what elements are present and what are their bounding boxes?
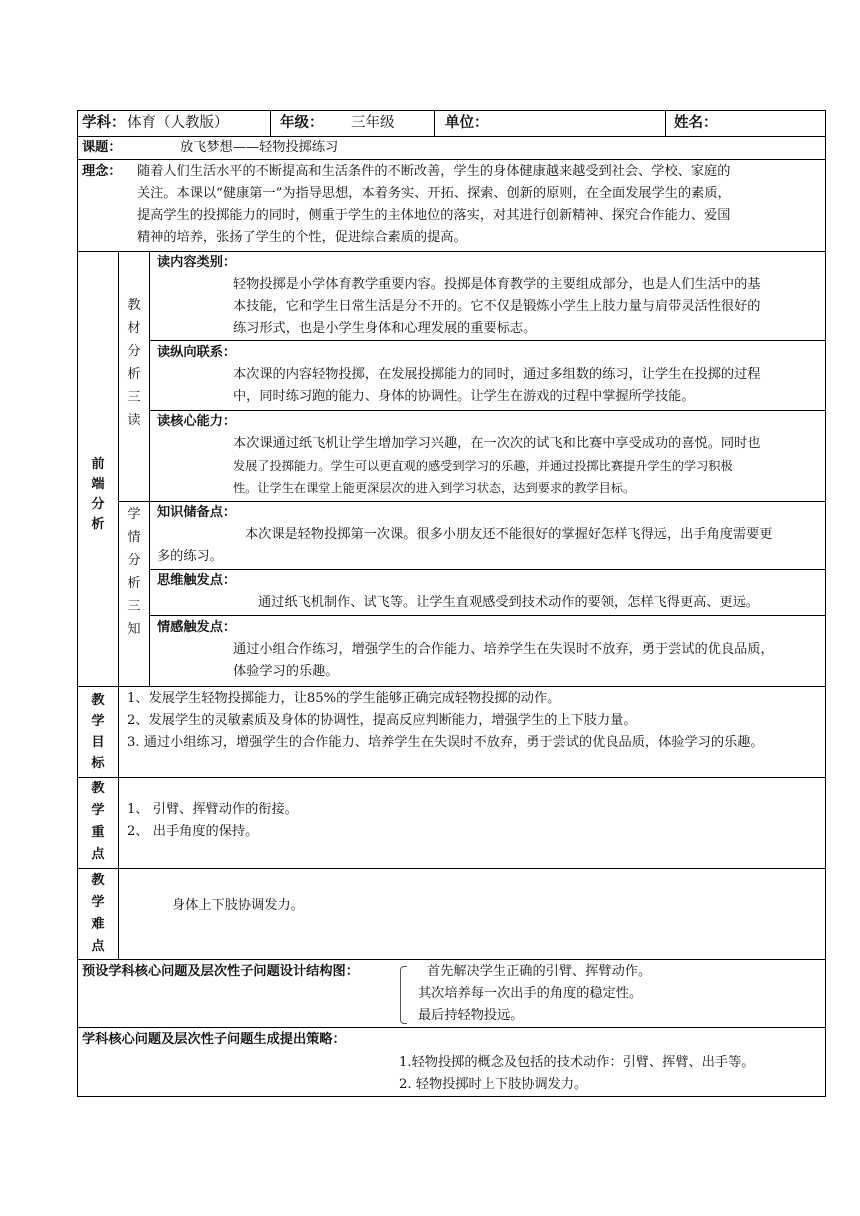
- concept-line: 关注。本课以“健康第一”为指导思想，本着务实、开拓、探索、创新的原则，在全面发展学生的素质，: [137, 186, 731, 201]
- key-point-item: 1、 引臂、挥臂动作的衔接。: [127, 802, 298, 817]
- concept-line: 精神的培养，张扬了学生的个性，促进综合素质的提高。: [137, 230, 467, 245]
- thinking-title: 思维触发点：: [157, 573, 237, 588]
- knowledge-line: 多的练习。: [157, 549, 223, 564]
- unit-label: 单位：: [445, 114, 489, 131]
- concept-line: 提高学生的投掷能力的同时，侧重于学生的主体地位的落实，对其进行创新精神、探究合作能力、爱国: [137, 208, 731, 223]
- difficulty-text: 身体上下肢协调发力。: [172, 898, 304, 913]
- read-vertical-title: 读纵向联系：: [157, 345, 237, 360]
- strategy-item: 1.轻物投掷的概念及包括的技术动作：引臂、挥臂、出手等。: [399, 1055, 755, 1070]
- learner-analysis-label: 学 情 分 析 三 知: [127, 507, 141, 637]
- difficulty-label: 教 学 难 点: [91, 873, 105, 954]
- knowledge-title: 知识储备点：: [157, 505, 237, 520]
- read-vertical-line: 中，同时练习跑的能力、身体的协调性。让学生在游戏的过程中掌握所学技能。: [233, 389, 695, 404]
- read-core-line: 本次课通过纸飞机让学生增加学习兴趣，在一次次的试飞和比赛中享受成功的喜悦。同时也: [233, 436, 761, 451]
- name-label: 姓名：: [674, 114, 718, 131]
- subject-value: 体育（人教版）: [127, 115, 229, 131]
- read-core-line: 性。让学生在课堂上能更深层次的进入到学习状态，达到要求的教学目标。: [233, 481, 636, 495]
- subject-label: 学科：: [82, 114, 126, 131]
- knowledge-line: 本次课是轻物投掷第一次课。很多小朋友还不能很好的掌握好怎样飞得远，出手角度需要更: [245, 527, 773, 542]
- read-core-title: 读核心能力：: [157, 414, 237, 429]
- emotion-title: 情感触发点：: [157, 620, 237, 635]
- read-vertical-line: 本次课的内容轻物投掷，在发展投掷能力的同时，通过多组数的练习，让学生在投掷的过程: [233, 367, 761, 382]
- textbook-analysis-label: 教 材 分 析 三 读: [127, 298, 141, 428]
- key-points-label: 教 学 重 点: [91, 781, 105, 862]
- structure-item: 首先解决学生正确的引臂、挥臂动作。: [427, 964, 652, 979]
- thinking-line: 通过纸飞机制作、试飞等。让学生直观感受到技术动作的要领，怎样飞得更高、更远。: [258, 595, 760, 610]
- read-core-line: 发展了投掷能力。学生可以更直观的感受到学习的乐趣，并通过投掷比赛提升学生的学习积极: [233, 459, 733, 473]
- read-type-line: 轻物投掷是小学体育教学重要内容。投掷是体育教学的主要组成部分，也是人们生活中的基: [233, 277, 761, 292]
- structure-item: 最后持轻物投远。: [418, 1008, 524, 1023]
- emotion-line: 通过小组合作练习，增强学生的合作能力、培养学生在失误时不放弃，勇于尝试的优良品质，: [233, 642, 774, 657]
- topic-value: 放飞梦想——轻物投掷练习: [180, 140, 339, 155]
- concept-line: 随着人们生活水平的不断提高和生活条件的不断改善，学生的身体健康越来越受到社会、学校、家庭的: [137, 164, 731, 179]
- goal-item: 1、发展学生轻物投掷能力，让85%的学生能够正确完成轻物投掷的动作。: [127, 691, 561, 706]
- goals-label: 教 学 目 标: [91, 693, 105, 771]
- key-point-item: 2、 出手角度的保持。: [127, 824, 259, 839]
- read-type-title: 读内容类别：: [157, 255, 237, 270]
- concept-label: 理念：: [82, 164, 122, 179]
- strategy-item: 2. 轻物投掷时上下肢协调发力。: [399, 1077, 588, 1092]
- emotion-line: 体验学习的乐趣。: [233, 664, 339, 679]
- structure-brace: [400, 966, 407, 1024]
- grade-label: 年级：: [280, 114, 324, 131]
- structure-item: 其次培养每一次出手的角度的稳定性。: [418, 986, 643, 1001]
- goal-item: 3. 通过小组练习，增强学生的合作能力、培养学生在失误时不放弃，勇于尝试的优良品质，体验学习的乐趣。: [127, 735, 764, 750]
- strategy-label: 学科核心问题及层次性子问题生成提出策略：: [82, 1032, 346, 1047]
- grade-value: 三年级: [351, 115, 395, 131]
- read-type-line: 本技能，它和学生日常生活是分不开的。它不仅是锻炼小学生上肢力量与肩带灵活性很好的: [233, 299, 761, 314]
- topic-label: 课题：: [82, 140, 122, 155]
- read-type-line: 练习形式，也是小学生身体和心理发展的重要标志。: [233, 321, 537, 336]
- goal-item: 2、发展学生的灵敏素质及身体的协调性，提高反应判断能力，增强学生的上下肢力量。: [127, 713, 637, 728]
- structure-label: 预设学科核心问题及层次性子问题设计结构图：: [82, 964, 359, 979]
- front-analysis-label: 前 端 分 析: [91, 457, 105, 532]
